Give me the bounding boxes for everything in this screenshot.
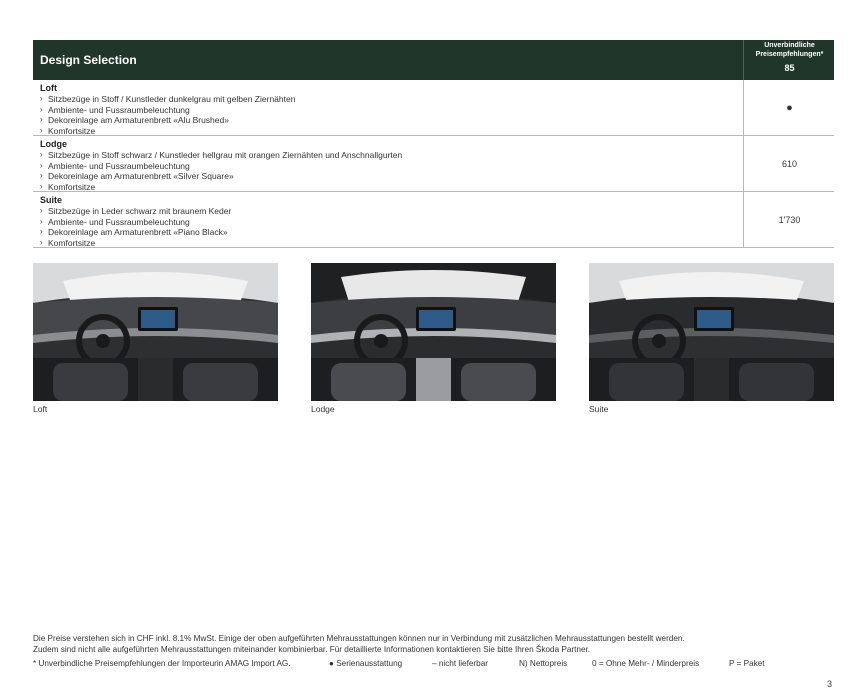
- table-row: [33, 136, 834, 192]
- table-title: Design Selection: [40, 53, 137, 67]
- legend-zero: 0 = Ohne Mehr- / Minderpreis: [592, 659, 700, 668]
- footnote-line-2: Zudem sind nicht alle aufgeführten Mehrausstattungen miteinander kombinierbar. Für detaillierte Informationen kontaktieren Sie bitte Ihren Škoda Partner.: [33, 645, 591, 654]
- chevron-right-icon: ›: [40, 160, 43, 170]
- row-price: 1'730: [743, 192, 835, 247]
- list-item: › Ambiente- und Fussraumbeleuchtung: [40, 160, 190, 171]
- footnote-line-1: Die Preise verstehen sich in CHF inkl. 8.1% MwSt. Einige der oben aufgeführten Mehrausstattungen können nur in Verbindung mit zusätzlichen Mehrausstattungen bestellt werden.: [33, 634, 685, 643]
- row-name: Lodge: [40, 139, 67, 149]
- list-item: › Ambiente- und Fussraumbeleuchtung: [40, 216, 190, 227]
- chevron-right-icon: ›: [40, 125, 43, 135]
- chevron-right-icon: ›: [40, 115, 43, 125]
- interior-photo-suite: [589, 263, 834, 401]
- row-name: Loft: [40, 83, 57, 93]
- page-number: 3: [827, 679, 833, 689]
- list-item: › Sitzbezüge in Stoff / Kunstleder dunkelgrau mit gelben Ziernähten: [40, 94, 296, 104]
- list-item: › Sitzbezüge in Leder schwarz mit braunem Keder: [40, 206, 232, 216]
- car-interior-illustration: [311, 263, 556, 401]
- chevron-right-icon: ›: [40, 206, 43, 215]
- interior-photo-lodge: [311, 263, 556, 401]
- list-item: › Komfortsitze: [40, 181, 96, 192]
- chevron-right-icon: ›: [40, 237, 43, 247]
- chevron-right-icon: ›: [40, 181, 43, 191]
- car-interior-illustration: [589, 263, 834, 401]
- interior-photo-loft: [33, 263, 278, 401]
- table-row: [33, 80, 834, 136]
- legend-standard: ● Serienausstattung: [329, 659, 403, 668]
- legend-package: P = Paket: [729, 659, 765, 668]
- list-item: › Sitzbezüge in Stoff schwarz / Kunstleder hellgrau mit orangen Ziernähten und Anschnallgurten: [40, 150, 403, 160]
- chevron-right-icon: ›: [40, 150, 43, 159]
- row-name: Suite: [40, 195, 63, 205]
- table-row: [33, 192, 834, 248]
- legend-importer: * Unverbindliche Preisempfehlungen der Importeurin AMAG Import AG.: [33, 659, 291, 668]
- design-selection-table: [33, 40, 834, 248]
- chevron-right-icon: ›: [40, 104, 43, 114]
- table-header: [33, 40, 834, 80]
- list-item: › Ambiente- und Fussraumbeleuchtung: [40, 104, 190, 115]
- list-item: › Komfortsitze: [40, 237, 96, 248]
- photo-caption: Loft: [33, 404, 48, 414]
- list-item: › Dekoreinlage am Armaturenbrett «Piano Black»: [40, 227, 228, 238]
- list-item: › Komfortsitze: [40, 125, 96, 136]
- photo-caption: Lodge: [311, 404, 335, 414]
- chevron-right-icon: ›: [40, 216, 43, 226]
- chevron-right-icon: ›: [40, 227, 43, 237]
- car-interior-illustration: [33, 263, 278, 401]
- legend-unavailable: – nicht lieferbar: [432, 659, 488, 668]
- list-item: › Dekoreinlage am Armaturenbrett «Silver Square»: [40, 171, 234, 182]
- photo-caption: Suite: [589, 404, 609, 414]
- chevron-right-icon: ›: [40, 94, 43, 103]
- row-price: [743, 80, 835, 135]
- price-header-label: Unverbindliche Preisempfehlungen*: [755, 42, 824, 58]
- price-column-header: [743, 40, 835, 80]
- price-column-number: 85: [784, 63, 795, 73]
- standard-bullet-icon: ●: [786, 101, 793, 114]
- list-item: › Dekoreinlage am Armaturenbrett «Alu Brushed»: [40, 115, 229, 126]
- row-price: 610: [743, 136, 835, 191]
- chevron-right-icon: ›: [40, 171, 43, 181]
- legend-net: N) Nettopreis: [519, 659, 568, 668]
